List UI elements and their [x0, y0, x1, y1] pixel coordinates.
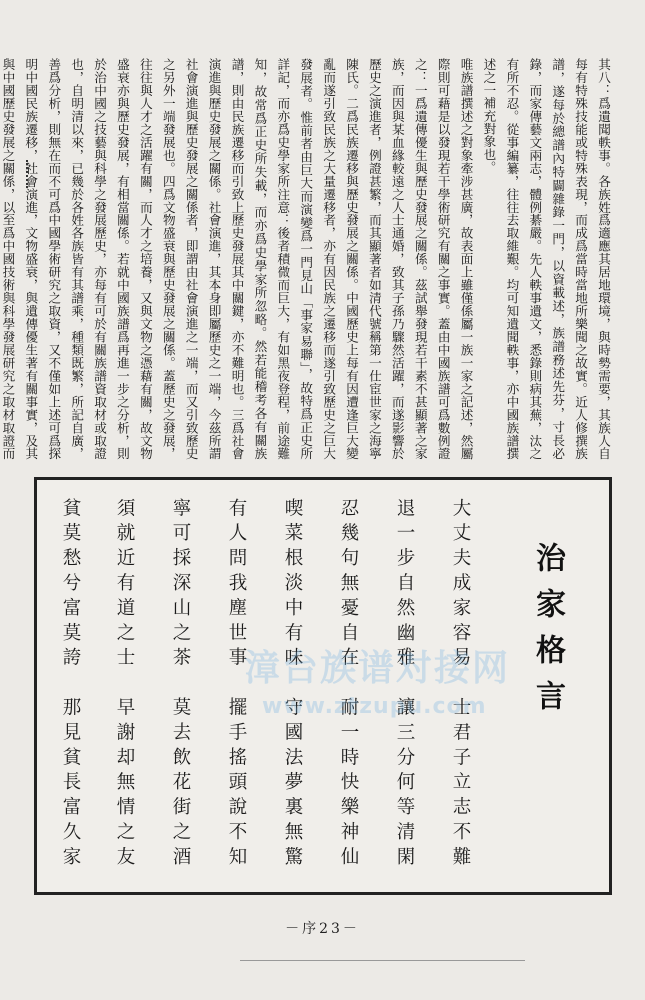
poem-line: 喫菜根淡中有味 守國法夢裏無驚 — [282, 498, 303, 872]
poem-line: 退一步自然幽雅 讓三分何等清閑 — [394, 498, 415, 872]
poem-title: 治家格言 — [530, 542, 565, 726]
poem-line: 有人問我塵世事 擺手搖頭說不知 — [226, 498, 247, 872]
poem-line: 貧莫愁兮富莫誇 那見貧長富久家 — [60, 498, 81, 872]
page-number: －序23－ — [285, 921, 360, 937]
poem-line: 寧可採深山之茶 莫去飲花街之酒 — [170, 498, 191, 872]
essay-paragraph-1: 其八：爲遺聞軼事。各族姓爲適應其居地環境，與時勢需要，其族人自每有特殊技能或特殊表現，而成爲當時當地所樂聞之故實。近人修撰族譜，遂每於總譜內特闢雜錄一門，以資載述，族譜務述先芬，寸長必錄，而家傳藝文兩志，體例綦嚴。先人軼事遺文，悉錄則病其蕪，汰之有所不忍。從事編纂，往往去取維艱。均可知遺聞軼事，亦中國族譜撰述之一補充對象也。 — [481, 58, 611, 460]
poem-line: 忍幾句無憂自在 耐一時快樂神仙 — [338, 498, 359, 872]
bottom-rule — [240, 960, 525, 961]
essay-paragraph-2: 唯族譜撰述之對象牽涉甚廣，故表面上雖僅係屬一族一家之記述，然屬際則可藉是以發現若干學術研究有關之事實。蓋由中國族譜可爲數例證之：一爲遺傳優生與歷史發展之關係。茲試舉發現若干素不甚顯著之家族，而因與某血緣較遠之人士通婚，致其子孫乃驟然活躍，而遂影響於歷史之演進者，例證甚繁，而其顯著者如清代號稱第一仕宦世家之海寧陳氏。二爲民族遷移與歷史發展之關係。中國歷史上每有因遭逢巨大變亂而遂引致民族之大量遷移者，亦有因民族之遷移而遂引致歷史之巨大發展者。惟前者由巨大而演變爲一門見山「事家易聯」，故特爲正史所詳記，而亦爲史學家所注意：後者積微而巨大，有如黑夜登程，前途難知，故常爲正史所失載，而亦爲史學家所忽略。然若能稽考各有關族譜，則由民族遷移而引致上歷史發展其中關鍵，亦不難明也。三爲社會演進與歷史發展之關係。社會演進，其本身即屬歷史之一端，今茲所謂社會演進與歷史發展之關係者，即謂由社會演進之一端，而又引致歷史之另外一端發展也。四爲文物盛衰與歷史發展之關係。蓋歷史之發展，往往與人才之活躍有關，而人才之培養，又與文物之憑藉有關，故文物盛衰亦與歷史發展，有相當關係。若就中國族譜爲再進一步之分析，則於治中國之技藝與科學之發展歷史，亦每有可於有關族譜資取材或取證也，自明清以來，已幾於各姓各族皆有其譜乘，種類既繁，所記自廣，善爲分析，則無在而不可爲中國學術研究之取資，又不僅如上述可爲探明中國民族遷移，社會演進，文物盛衰，與遺傳優生著有關事實，及其與中國歷史發展之關係，以至爲中國技術與科學發展研究之取材取證而 — [0, 58, 474, 460]
watermark-text: 漳台族谱对接网 — [244, 648, 511, 689]
poem-line: 須就近有道之士 早謝却無情之友 — [114, 498, 135, 872]
essay-text — [0, 58, 614, 460]
poem-line: 大丈夫成家容易 士君子立志不難 — [450, 498, 471, 872]
watermark-url: www.ztzupu.com — [262, 694, 487, 719]
margin-mark — [26, 160, 34, 188]
